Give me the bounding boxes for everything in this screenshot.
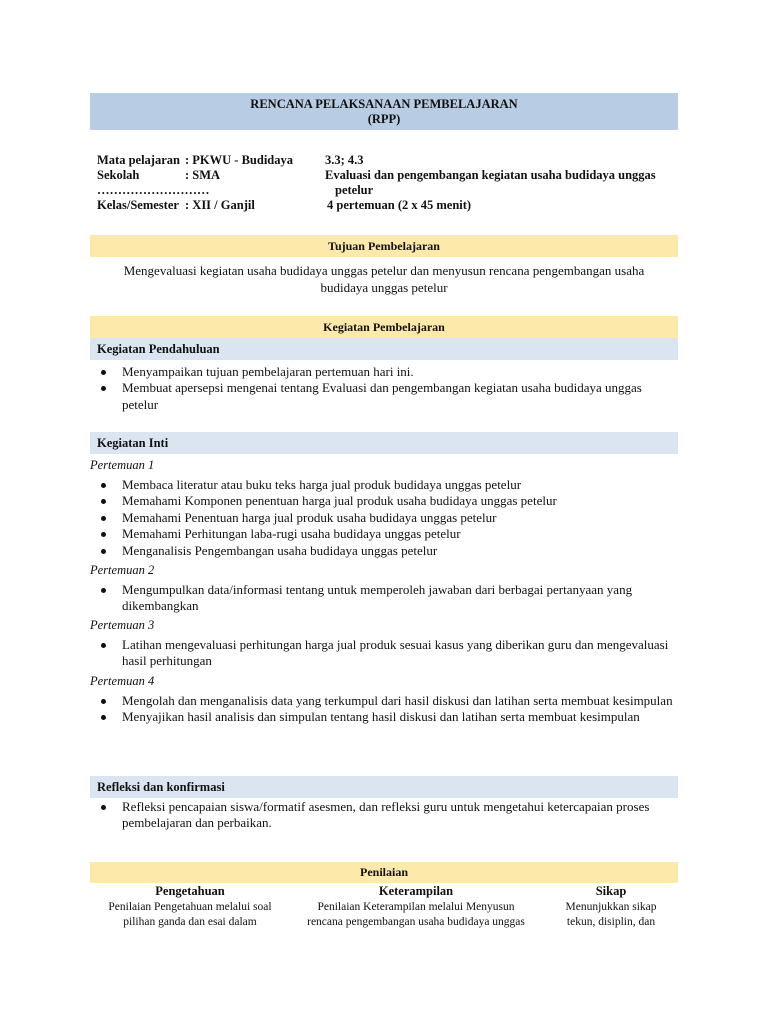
materi-line-2: petelur (335, 183, 374, 197)
materi-line-1: Evaluasi dan pengembangan kegiatan usaha budidaya unggas (325, 168, 656, 182)
pertemuan-4-list (96, 693, 676, 726)
list-item: Latihan mengevaluasi perhitungan harga jual produk sesuai kasus yang diberikan guru dan mengevaluasi hasil perhitungan (96, 637, 676, 670)
document-title (90, 93, 678, 130)
list-item: Refleksi pencapaian siswa/formatif asesmen, dan refleksi guru untuk mengetahui ketercapaian proses pembelajaran dan perbaikan. (96, 799, 676, 832)
kelas-value: : XII / Ganjil (185, 198, 255, 212)
pertemuan-1-label: Pertemuan 1 (90, 458, 155, 472)
list-item: Memahami Penentuan harga jual produk usaha budidaya unggas petelur (96, 510, 676, 526)
tujuan-text (100, 262, 668, 296)
list-item: Memahami Komponen penentuan harga jual produk usaha budidaya unggas petelur (96, 493, 676, 509)
keterampilan-line-1: Penilaian Keterampilan melalui Menyusun (317, 901, 515, 913)
keterampilan-title: Keterampilan (378, 884, 454, 898)
title-line-2: (RPP) (367, 112, 401, 126)
sikap-line-1: Menunjukkan sikap (565, 901, 657, 913)
penilaian-sikap (544, 884, 678, 930)
pendahuluan-list (96, 364, 676, 413)
refleksi-header: Refleksi dan konfirmasi (90, 776, 678, 798)
pengetahuan-line-1: Penilaian Pengetahuan melalui soal (108, 901, 272, 913)
kegiatan-header: Kegiatan Pembelajaran (90, 316, 678, 338)
tujuan-line-2: budidaya unggas petelur (320, 280, 448, 295)
list-item: Mengolah dan menganalisis data yang terkumpul dari hasil diskusi dan latihan serta membuat kesimpulan (96, 693, 676, 709)
pertemuan-2-list (96, 582, 676, 615)
kelas-label: Kelas/Semester (97, 198, 179, 212)
inti-header: Kegiatan Inti (90, 432, 678, 454)
sekolah-label: Sekolah (97, 168, 140, 182)
penilaian-keterampilan (290, 884, 542, 930)
sekolah-dots: ……………………… (97, 183, 210, 197)
pertemuan-1-list (96, 477, 676, 559)
competency-block (325, 153, 675, 213)
pengetahuan-desc (92, 900, 288, 930)
sikap-title: Sikap (595, 884, 627, 898)
pendahuluan-header: Kegiatan Pendahuluan (90, 338, 678, 360)
pengetahuan-title: Pengetahuan (155, 884, 225, 898)
pertemuan-4-label: Pertemuan 4 (90, 674, 155, 688)
sikap-desc (544, 900, 678, 930)
kd-value: 3.3; 4.3 (325, 153, 364, 167)
tujuan-header: Tujuan Pembelajaran (90, 235, 678, 257)
list-item: Memahami Perhitungan laba-rugi usaha budidaya unggas petelur (96, 526, 676, 542)
list-item: Menyampaikan tujuan pembelajaran pertemuan hari ini. (96, 364, 676, 380)
refleksi-list (96, 799, 676, 832)
pertemuan-2-label: Pertemuan 2 (90, 563, 155, 577)
keterampilan-desc (290, 900, 542, 930)
keterampilan-line-2: rencana pengembangan usaha budidaya unggas (307, 916, 525, 928)
title-line-1: RENCANA PELAKSANAAN PEMBELAJARAN (250, 97, 518, 111)
mata-pelajaran-label: Mata pelajaran (97, 153, 180, 167)
sikap-line-2: tekun, disiplin, dan (566, 916, 656, 928)
penilaian-header: Penilaian (90, 862, 678, 883)
list-item: Membaca literatur atau buku teks harga jual produk budidaya unggas petelur (96, 477, 676, 493)
mata-pelajaran-value: : PKWU - Budidaya (185, 153, 294, 167)
list-item: Membuat apersepsi mengenai tentang Evaluasi dan pengembangan kegiatan usaha budidaya unggas petelur (96, 380, 676, 413)
pengetahuan-line-2: pilihan ganda dan esai dalam (123, 916, 257, 928)
sekolah-value: : SMA (185, 168, 221, 182)
list-item: Menganalisis Pengembangan usaha budidaya unggas petelur (96, 543, 676, 559)
list-item: Menyajikan hasil analisis dan simpulan tentang hasil diskusi dan latihan serta membuat kesimpulan (96, 709, 676, 725)
penilaian-pengetahuan (92, 884, 288, 930)
list-item: Mengumpulkan data/informasi tentang untuk memperoleh jawaban dari berbagai pertanyaan yang dikembangkan (96, 582, 676, 615)
alokasi-waktu: 4 pertemuan (2 x 45 menit) (327, 198, 472, 212)
pertemuan-3-list (96, 637, 676, 670)
identity-block (97, 153, 317, 213)
tujuan-line-1: Mengevaluasi kegiatan usaha budidaya unggas petelur dan menyusun rencana pengembangan usaha (123, 263, 645, 278)
pertemuan-3-label: Pertemuan 3 (90, 618, 155, 632)
